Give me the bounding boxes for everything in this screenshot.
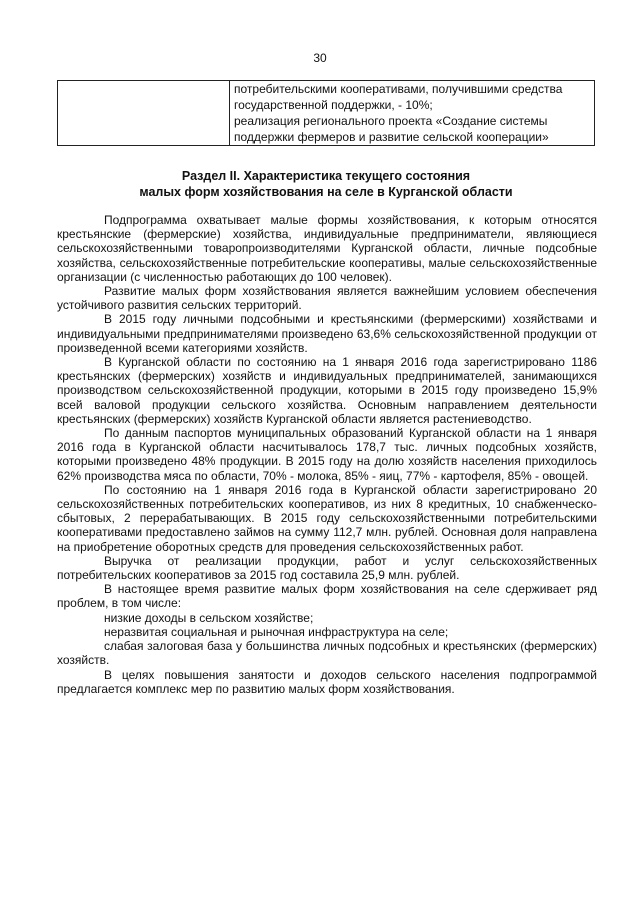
table-line: государственной поддержки, - 10%;	[234, 98, 433, 112]
paragraph: Выручка от реализации продукции, работ и услуг сельскохозяйственных потребительских кооперативов за 2015 год составила 25,9 млн. рублей.	[57, 553, 597, 583]
paragraph: В Курганской области по состоянию на 1 января 2016 года зарегистрировано 1186 крестьянских (фермерских) хозяйств и индивидуальных предпринимателей, занимающихся производством сельскохозяйственной продукции, которыми в 2015 году произведено 15,9% всей валовой продукции сельского хозяйства. Основным направлением деятельности крестьянских (фермерских) хозяйств Курганской области является растениеводство.	[57, 355, 597, 426]
table-line: потребительскими кооперативами, получившими средства	[234, 82, 563, 96]
paragraph: В целях повышения занятости и доходов сельского населения подпрограммой предлагается комплекс мер по развитию малых форм хозяйствования.	[57, 667, 597, 696]
paragraph: Развитие малых форм хозяйствования является важнейшим условием обеспечения устойчивого развития сельских территорий.	[57, 284, 597, 313]
list-item: неразвитая социальная и рыночная инфраструктура на селе;	[104, 624, 449, 639]
table-row	[58, 81, 595, 146]
list-item: слабая залоговая база у большинства личных подсобных и крестьянских (фермерских) хозяйств.	[57, 639, 597, 668]
table-line: реализация регионального проекта «Создание системы	[234, 114, 548, 128]
section-title-line: малых форм хозяйствования на селе в Курганской области	[139, 185, 513, 199]
paragraph: В 2015 году личными подсобными и крестьянскими (фермерскими) хозяйствами и индивидуальными предпринимателями произведено 63,6% сельскохозяйственной продукции от произведенной всеми категориями хозяйств.	[57, 312, 597, 355]
section-title	[57, 168, 595, 200]
body-text	[57, 213, 597, 696]
section-title-line: Раздел II. Характеристика текущего состояния	[181, 169, 471, 183]
table-cell-left	[58, 81, 230, 146]
table-line: поддержки фермеров и развитие сельской кооперации»	[234, 130, 549, 144]
page-number: 30	[313, 51, 327, 65]
table-cell-right	[230, 81, 595, 146]
list-item: низкие доходы в сельском хозяйстве;	[104, 610, 314, 625]
paragraph: По состоянию на 1 января 2016 года в Курганской области зарегистрировано 20 сельскохозяйственных потребительских кооперативов, из них 8 кредитных, 10 снабженческо-сбытовых, 2 перерабатывающих. В 2015 году сельскохозяйственными потребительскими кооперативами предоставлено займов на сумму 112,7 млн. рублей. Основная доля направлена на приобретение оборотных средств для проведения сельскохозяйственных работ.	[57, 482, 597, 554]
paragraph: Подпрограмма охватывает малые формы хозяйствования, к которым относятся крестьянские (фермерские) хозяйства, индивидуальные предприниматели, являющиеся сельскохозяйственными товаропроизводителями Курганской области, личные подсобные хозяйства, сельскохозяйственные потребительские кооперативы, малые сельскохозяйственные организации (с численностью работающих до 100 человек).	[57, 213, 597, 284]
paragraph: В настоящее время развитие малых форм хозяйствования на селе сдерживает ряд проблем, в том числе:	[57, 582, 597, 611]
continuation-table	[57, 80, 595, 146]
paragraph: По данным паспортов муниципальных образований Курганской области на 1 января 2016 года в Курганской области насчитывалось 178,7 тыс. личных подсобных хозяйств, которыми произведено 48% продукции. В 2015 году на долю хозяйств населения приходилось 62% производства мяса по области, 70% - молока, 85% - яиц, 77% - картофеля, 85% - овощей.	[57, 426, 597, 483]
